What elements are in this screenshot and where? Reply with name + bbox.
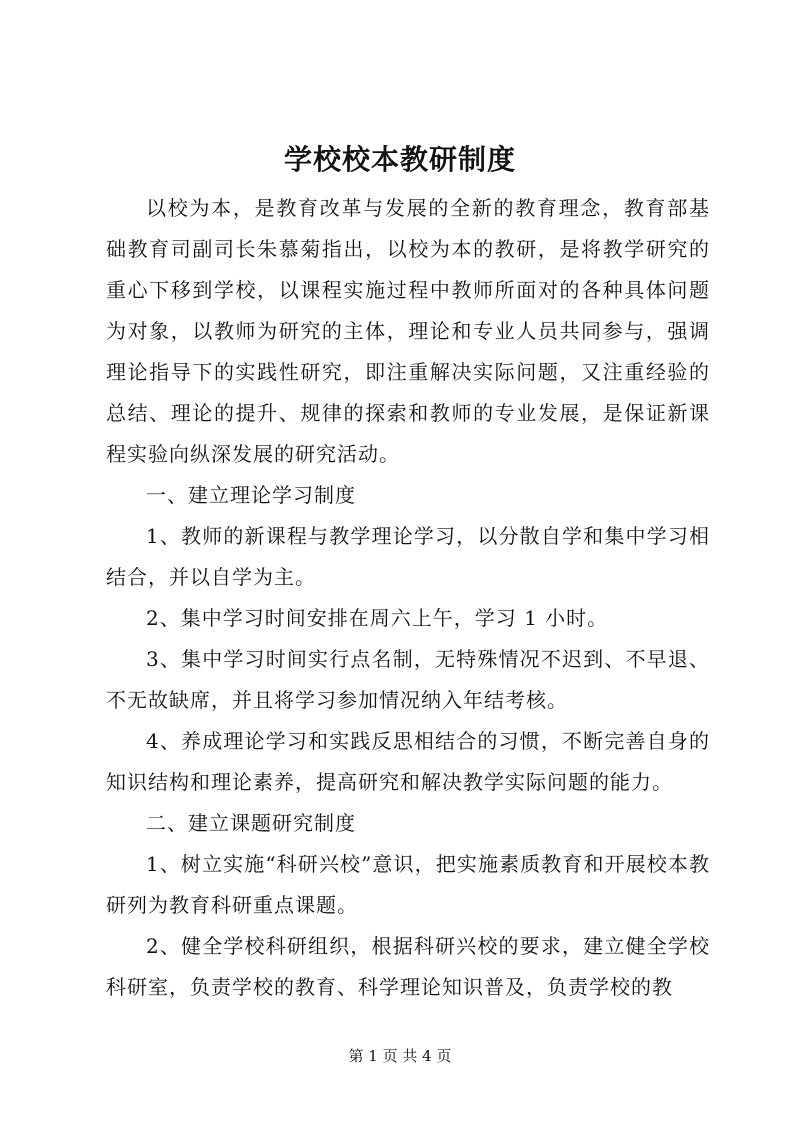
document-body <box>106 188 710 1008</box>
section-heading-topic-research: 二、建立课题研究制度 <box>146 811 356 835</box>
paragraph-item: 4、养成理论学习和实践反思相结合的习惯，不断完善自身的知识结构和理论素养，提高研究和解决教学实际问题的能力。 <box>106 729 710 794</box>
document-title: 学校校本教研制度 <box>283 143 516 176</box>
paragraph-item: 1、教师的新课程与教学理论学习，以分散自学和集中学习相结合，并以自学为主。 <box>106 524 710 589</box>
paragraph-item: 2、健全学校科研组织，根据科研兴校的要求，建立健全学校科研室，负责学校的教育、科学理论知识普及，负责学校的教 <box>106 934 710 999</box>
paragraph-item: 3、集中学习时间实行点名制，无特殊情况不迟到、不早退、不无故缺席，并且将学习参加情况纳入年结考核。 <box>106 647 710 712</box>
paragraph-intro: 以校为本，是教育改革与发展的全新的教育理念，教育部基础教育司副司长朱慕菊指出，以校为本的教研，是将教学研究的重心下移到学校，以课程实施过程中教师所面对的各种具体问题为对象，以教师为研究的主体，理论和专业人员共同参与，强调理论指导下的实践性研究，即注重解决实际问题，又注重经验的总结、理论的提升、规律的探索和教师的专业发展，是保证新课程实验向纵深发展的研究活动。 <box>106 196 710 466</box>
paragraph-item: 1、树立实施“科研兴校”意识，把实施素质教育和开展校本教研列为教育科研重点课题。 <box>106 852 710 917</box>
paragraph-item: 2、集中学习时间安排在周六上午，学习 1 小时。 <box>146 606 609 630</box>
page-footer: 第 1 页 共 4 页 <box>348 1047 452 1065</box>
section-heading-theory-study: 一、建立理论学习制度 <box>146 483 356 507</box>
